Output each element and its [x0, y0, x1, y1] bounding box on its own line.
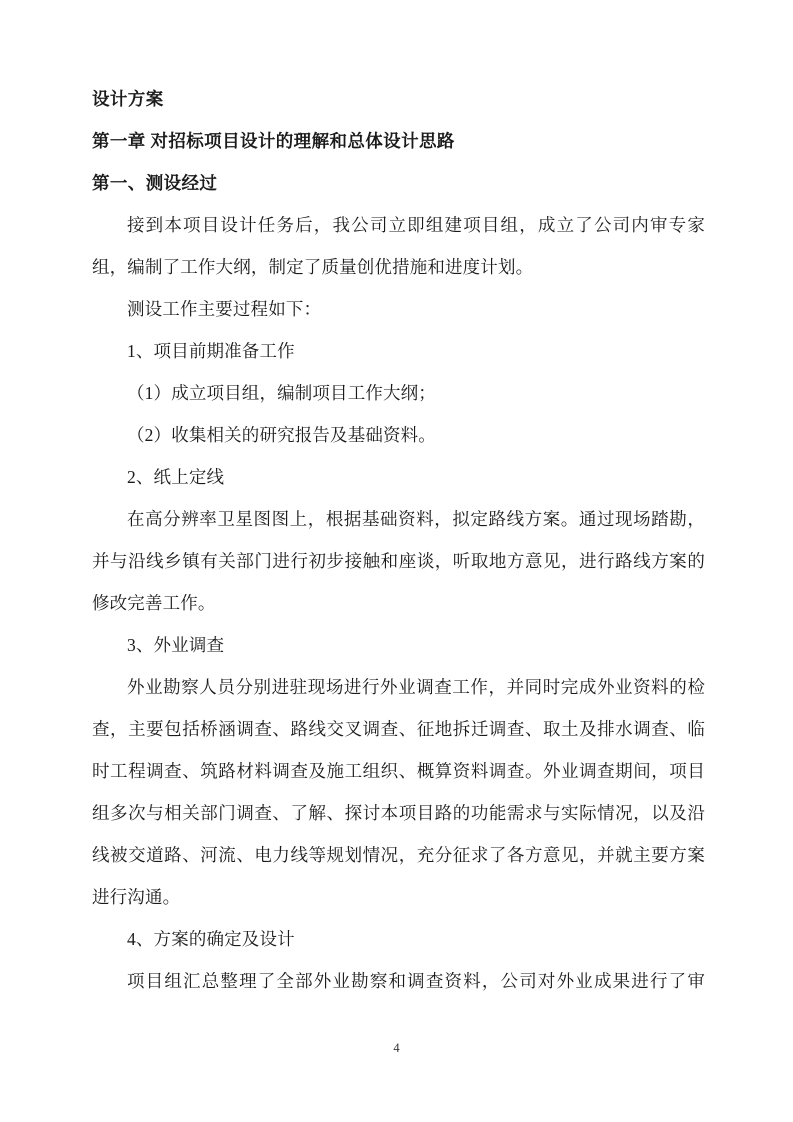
paragraph-process-lead: 测设工作主要过程如下： — [127, 299, 322, 319]
page-number: 4 — [393, 1041, 400, 1055]
paragraph-design-confirmation: 项目组汇总整理了全部外业勘察和调查资料，公司对外业成果进行了审 — [127, 971, 705, 991]
list-item-1: 1、项目前期准备工作 — [127, 341, 295, 361]
paragraph-paper-alignment: 在高分辨率卫星图图上，根据基础资料，拟定路线方案。通过现场踏勘，并与沿线乡镇有关部门进行初步接触和座谈，听取地方意见，进行路线方案的修改完善工作。 — [92, 509, 705, 613]
document-title: 设计方案 — [92, 89, 164, 109]
list-item-4: 4、方案的确定及设计 — [127, 929, 295, 949]
list-item-1b: （2）收集相关的研究报告及基础资料。 — [127, 425, 436, 445]
paragraph-field-survey: 外业勘察人员分别进驻现场进行外业调查工作，并同时完成外业资料的检查，主要包括桥涵调查、路线交叉调查、征地拆迁调查、取土及排水调查、临时工程调查、筑路材料调查及施工组织、概算资料调查。外业调查期间，项目组多次与相关部门调查、了解、探讨本项目路的功能需求与实际情况，以及沿线被交道路、河流、电力线等规划情况，充分征求了各方意见，并就主要方案进行沟通。 — [92, 677, 705, 907]
document-content — [92, 78, 705, 1002]
list-item-2: 2、纸上定线 — [127, 467, 225, 487]
list-item-3: 3、外业调查 — [127, 635, 225, 655]
paragraph-intro: 接到本项目设计任务后，我公司立即组建项目组，成立了公司内审专家组，编制了工作大纲，制定了质量创优措施和进度计划。 — [92, 215, 705, 277]
section-heading: 第一、测设经过 — [92, 173, 218, 193]
chapter-heading: 第一章 对招标项目设计的理解和总体设计思路 — [92, 131, 455, 151]
list-item-1a: （1）成立项目组，编制项目工作大纲； — [127, 383, 436, 403]
